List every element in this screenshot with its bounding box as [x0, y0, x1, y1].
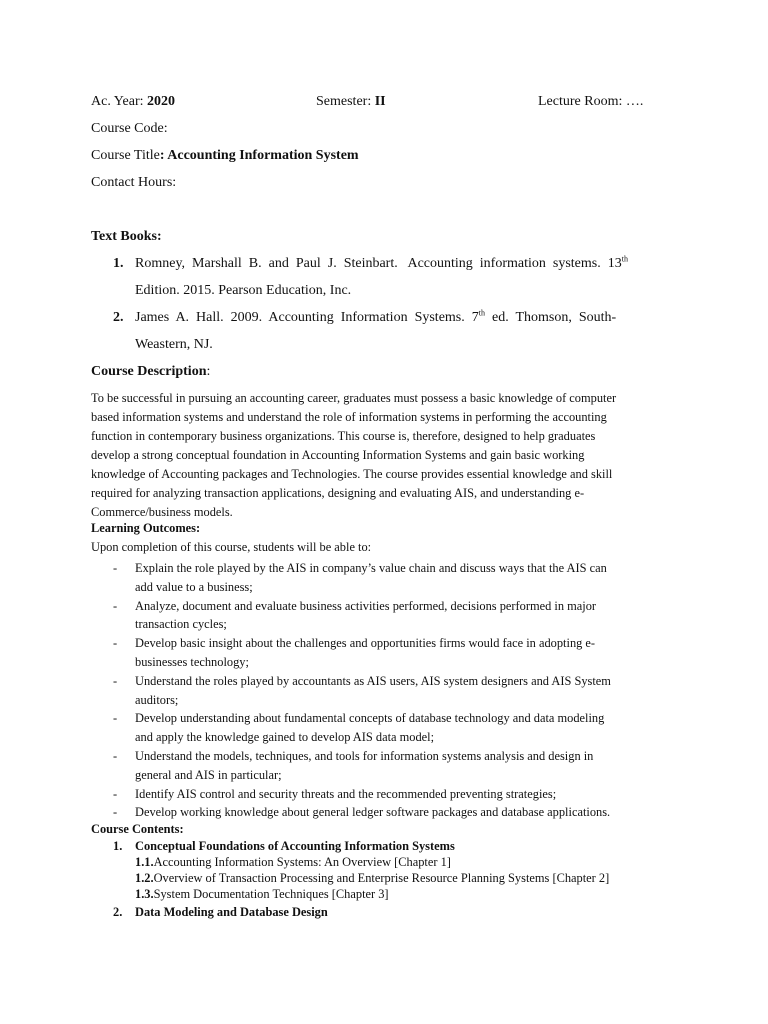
textbook-text: Romney, Marshall B. and Paul J. Steinbart. Accounting information systems. 13	[135, 256, 622, 271]
subsection-text: System Documentation Techniques [Chapter 3]	[153, 887, 389, 901]
description-line: develop a strong conceptual foundation in Accounting Information Systems and gain basic working	[91, 448, 585, 462]
list-item-line: Explain the role played by the AIS in company’s value chain and discuss ways that the AIS can	[135, 561, 607, 575]
list-item	[0, 803, 768, 822]
outcomes-list	[0, 559, 768, 822]
list-item	[0, 672, 768, 710]
list-item-line: Analyze, document and evaluate business activities performed, decisions performed in major	[135, 598, 597, 613]
list-dash: -	[113, 786, 118, 801]
list-dash: -	[113, 561, 118, 575]
section-number: 2.	[113, 905, 123, 919]
list-item-line: auditors;	[135, 692, 179, 707]
superscript: th	[478, 308, 485, 318]
list-item-line: Understand the roles played by accountants as AIS users, AIS system designers and AIS System	[135, 673, 611, 688]
list-item	[0, 747, 768, 785]
outcomes-intro: Upon completion of this course, students will be able to:	[91, 540, 372, 554]
subsection-number: 1.2.	[135, 871, 154, 885]
description-line: Commerce/business models.	[91, 505, 233, 519]
academic-year	[91, 94, 175, 110]
description-heading-text: Course Description	[91, 364, 207, 379]
textbooks-heading: Text Books:	[91, 229, 162, 244]
textbook-line: Weastern, NJ.	[135, 337, 213, 352]
textbook-number: 2.	[113, 310, 124, 325]
list-item	[0, 597, 768, 635]
semester-value: II	[374, 94, 386, 109]
list-item-line: Understand the models, techniques, and tools for information systems analysis and design in	[135, 748, 594, 763]
list-item-line: Develop understanding about fundamental concepts of database technology and data modeling	[135, 711, 605, 726]
subsection-number: 1.1.	[135, 855, 154, 869]
description-heading-colon: :	[206, 364, 211, 379]
description-line: knowledge of Accounting packages and Technologies. The course provides essential knowledge and skill	[91, 467, 613, 481]
textbook-text: James A. Hall. 2009. Accounting Information Systems. 7	[135, 310, 479, 325]
subsection	[135, 855, 451, 870]
superscript: th	[621, 254, 628, 264]
list-item-line: and apply the knowledge gained to develop AIS data model;	[135, 730, 435, 745]
outcomes-heading: Learning Outcomes:	[91, 521, 201, 535]
textbook-text: ed. Thomson, South-	[484, 310, 617, 325]
textbook-line: Edition. 2015. Pearson Education, Inc.	[135, 283, 352, 298]
contents-heading: Course Contents:	[91, 822, 184, 836]
list-item-line: transaction cycles;	[135, 617, 227, 632]
list-dash: -	[113, 673, 118, 688]
subsection-number: 1.3.	[135, 887, 154, 901]
list-item	[0, 559, 768, 597]
description-line: required for analyzing transaction applications, designing and evaluating AIS, and understanding e-	[91, 486, 585, 500]
section-title: Data Modeling and Database Design	[135, 905, 328, 919]
subsection	[135, 887, 389, 902]
academic-year-label: Ac. Year:	[91, 94, 147, 109]
list-item-line: add value to a business;	[135, 579, 253, 594]
list-dash: -	[113, 711, 118, 726]
section-title: Conceptual Foundations of Accounting Information Systems	[135, 839, 455, 853]
description-heading	[91, 364, 210, 380]
semester-label: Semester:	[316, 94, 375, 109]
textbook-line	[135, 256, 628, 272]
list-dash: -	[113, 805, 118, 820]
list-item	[0, 709, 768, 747]
description-paragraph	[91, 389, 677, 522]
list-item	[0, 634, 768, 672]
course-title-label: Course Title	[91, 148, 160, 163]
list-item-line: Develop working knowledge about general ledger software packages and database applications.	[135, 805, 611, 820]
list-item-line: Identify AIS control and security threats and the recommended preventing strategies;	[135, 786, 557, 801]
section-number: 1.	[113, 839, 123, 853]
lecture-room: Lecture Room: ….	[538, 94, 644, 109]
academic-year-value: 2020	[147, 94, 175, 109]
subsection-text: Overview of Transaction Processing and Enterprise Resource Planning Systems [Chapter 2]	[153, 871, 610, 885]
list-dash: -	[113, 748, 118, 763]
subsection	[135, 871, 609, 886]
textbook-line	[135, 310, 616, 326]
semester	[316, 94, 386, 110]
description-line: function in contemporary business organizations. This course is, therefore, designed to help graduates	[91, 429, 596, 443]
contact-hours-label: Contact Hours:	[91, 175, 177, 190]
subsection-text: Accounting Information Systems: An Overview [Chapter 1]	[153, 855, 451, 869]
list-item	[0, 785, 768, 804]
description-line: To be successful in pursuing an accounting career, graduates must possess a basic knowledge of computer	[91, 391, 617, 405]
textbook-number: 1.	[113, 256, 124, 271]
course-code-label: Course Code:	[91, 121, 168, 136]
list-item-line: businesses technology;	[135, 654, 249, 669]
list-item-line: Develop basic insight about the challenges and opportunities firms would face in adopting e-	[135, 636, 596, 651]
list-dash: -	[113, 636, 118, 651]
course-title	[91, 148, 359, 164]
course-title-value: : Accounting Information System	[159, 148, 359, 163]
list-item-line: general and AIS in particular;	[135, 767, 282, 782]
list-dash: -	[113, 598, 118, 613]
description-line: based information systems and understand the role of information systems in performing the accounting	[91, 410, 607, 424]
